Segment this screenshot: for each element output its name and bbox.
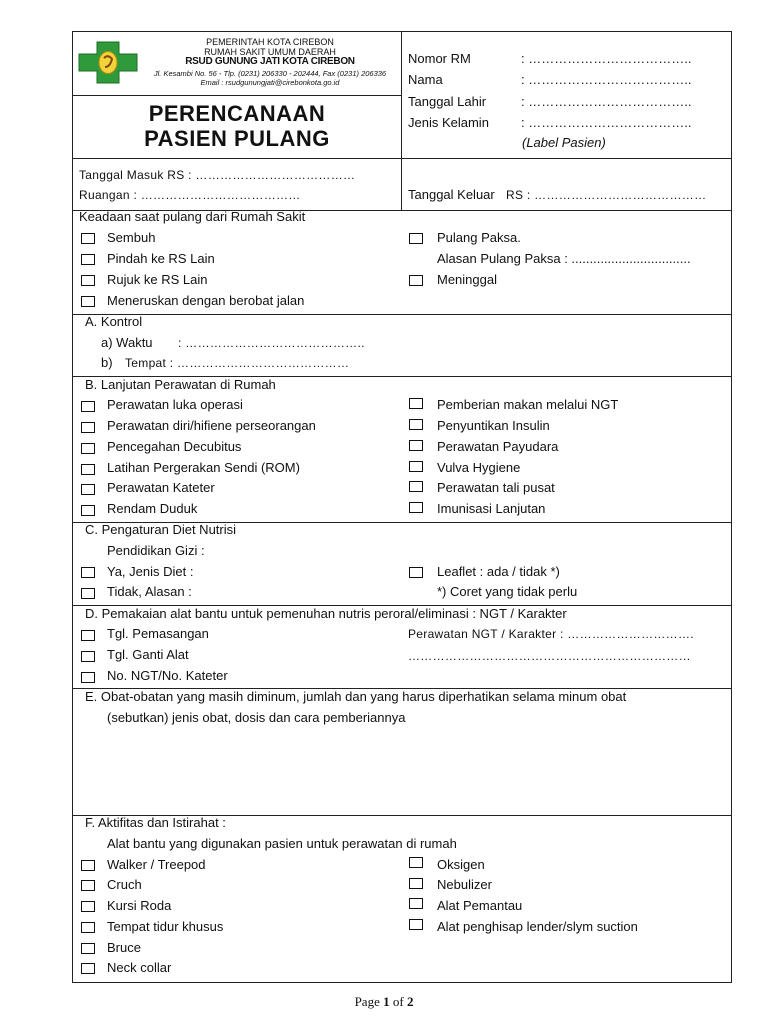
list-item: Perawatan Kateter bbox=[107, 480, 215, 495]
no-ngt-checkbox[interactable] bbox=[81, 672, 95, 683]
list-item: Walker / Treepod bbox=[107, 857, 206, 872]
list-item: Cruch bbox=[107, 877, 142, 892]
page-footer bbox=[0, 994, 768, 1010]
list-item: Bruce bbox=[107, 940, 141, 955]
pemasangan-label: Tgl. Pemasangan bbox=[107, 626, 209, 641]
leaflet-label: Leaflet : ada / tidak *) bbox=[437, 564, 560, 579]
lanjutan-checkbox[interactable] bbox=[409, 440, 423, 451]
tempat-label: b) bbox=[101, 355, 113, 370]
aktifitas-checkbox[interactable] bbox=[409, 919, 423, 930]
obat-notes-area[interactable] bbox=[80, 730, 725, 810]
pendidikan-gizi-label: Pendidikan Gizi : bbox=[107, 543, 205, 558]
list-item: Alat penghisap lender/slym suction bbox=[437, 919, 638, 934]
lanjutan-checkbox[interactable] bbox=[409, 398, 423, 409]
admission-divider bbox=[401, 158, 402, 210]
rujuk-checkbox[interactable] bbox=[81, 275, 95, 286]
rule bbox=[72, 314, 732, 315]
meninggal-label: Meninggal bbox=[437, 272, 497, 287]
list-item: Alat Pemantau bbox=[437, 898, 523, 913]
list-item: Pemberian makan melalui NGT bbox=[437, 397, 619, 412]
ya-diet-label: Ya, Jenis Diet : bbox=[107, 564, 194, 579]
hospital-name: RSUD GUNUNG JATI KOTA CIREBON bbox=[185, 56, 355, 67]
tanggal-keluar-label: Tanggal Keluar bbox=[408, 187, 495, 202]
lanjutan-checkbox[interactable] bbox=[81, 443, 95, 454]
list-item: Pencegahan Decubitus bbox=[107, 439, 242, 454]
perawatan-ngt-dots[interactable]: …………………………………………………………… bbox=[408, 649, 691, 663]
list-item: Oksigen bbox=[437, 857, 485, 872]
meneruskan-label: Meneruskan dengan berobat jalan bbox=[107, 293, 305, 308]
of-word: of bbox=[392, 994, 404, 1009]
lanjutan-checkbox[interactable] bbox=[409, 461, 423, 472]
rule bbox=[72, 158, 732, 159]
keadaan-heading: Keadaan saat pulang dari Rumah Sakit bbox=[79, 209, 306, 224]
nama-field[interactable]: : ……………………………….. bbox=[521, 72, 692, 87]
hospital-address: Jl. Kesambi No. 56 - Tlp. (0231) 206330 - 202444, Fax (0231) 206336 bbox=[153, 69, 387, 78]
lanjutan-checkbox[interactable] bbox=[81, 505, 95, 516]
tanggal-lahir-field[interactable]: : ……………………………….. bbox=[521, 94, 692, 109]
pulang-paksa-checkbox[interactable] bbox=[409, 233, 423, 244]
form-title-line2: PASIEN PULANG bbox=[144, 126, 330, 151]
pindah-checkbox[interactable] bbox=[81, 254, 95, 265]
tanggal-masuk-field[interactable]: Tanggal Masuk RS : ………………………………… bbox=[79, 168, 356, 182]
lanjutan-checkbox[interactable] bbox=[81, 422, 95, 433]
list-item: Kursi Roda bbox=[107, 898, 172, 913]
list-item: Perawatan diri/hifiene perseorangan bbox=[107, 418, 316, 433]
sembuh-checkbox[interactable] bbox=[81, 233, 95, 244]
meninggal-checkbox[interactable] bbox=[409, 275, 423, 286]
jenis-kelamin-field[interactable]: : ……………………………….. bbox=[521, 115, 692, 130]
page-word: Page bbox=[354, 994, 380, 1009]
meneruskan-checkbox[interactable] bbox=[81, 296, 95, 307]
pindah-label: Pindah ke RS Lain bbox=[107, 251, 215, 266]
form-title-line1: PERENCANAAN bbox=[148, 101, 326, 126]
list-item: Nebulizer bbox=[437, 877, 492, 892]
lanjutan-checkbox[interactable] bbox=[409, 481, 423, 492]
tanggal-lahir-label: Tanggal Lahir bbox=[408, 94, 487, 109]
list-item: Perawatan luka operasi bbox=[107, 397, 243, 412]
nomor-rm-field[interactable]: : ……………………………….. bbox=[521, 51, 692, 66]
tempat-field[interactable]: Tempat : …………………………………… bbox=[125, 356, 350, 370]
list-item: Perawatan tali pusat bbox=[437, 480, 555, 495]
waktu-label: a) Waktu bbox=[101, 335, 153, 350]
aktifitas-checkbox[interactable] bbox=[409, 878, 423, 889]
page-total: 2 bbox=[406, 994, 414, 1009]
page-number: 1 bbox=[383, 994, 390, 1009]
tidak-diet-checkbox[interactable] bbox=[81, 588, 95, 599]
lanjutan-checkbox[interactable] bbox=[81, 464, 95, 475]
obat-heading: E. Obat-obatan yang masih diminum, jumlah dan yang harus diperhatikan selama minum obat bbox=[85, 689, 627, 704]
list-item: Neck collar bbox=[107, 960, 172, 975]
aktifitas-checkbox[interactable] bbox=[81, 943, 95, 954]
jenis-kelamin-label: Jenis Kelamin bbox=[408, 115, 489, 130]
label-pasien-caption: (Label Pasien) bbox=[522, 135, 606, 150]
aktifitas-checkbox[interactable] bbox=[81, 963, 95, 974]
list-item: Perawatan Payudara bbox=[437, 439, 559, 454]
aktifitas-heading: F. Aktifitas dan Istirahat : bbox=[85, 815, 226, 830]
alat-bantu-heading: D. Pemakaian alat bantu untuk pemenuhan nutris peroral/eliminasi : NGT / Karakter bbox=[85, 606, 567, 621]
no-ngt-label: No. NGT/No. Kateter bbox=[107, 668, 228, 683]
rule bbox=[72, 95, 402, 96]
ganti-alat-checkbox[interactable] bbox=[81, 651, 95, 662]
nama-label: Nama bbox=[408, 72, 443, 87]
aktifitas-subheading: Alat bantu yang digunakan pasien untuk perawatan di rumah bbox=[107, 836, 457, 851]
aktifitas-checkbox[interactable] bbox=[81, 922, 95, 933]
list-item: Penyuntikan Insulin bbox=[437, 418, 550, 433]
ganti-alat-label: Tgl. Ganti Alat bbox=[107, 647, 189, 662]
lanjutan-checkbox[interactable] bbox=[409, 502, 423, 513]
perawatan-ngt-field[interactable]: Perawatan NGT / Karakter : …………………………. bbox=[408, 627, 694, 641]
lanjutan-checkbox[interactable] bbox=[409, 419, 423, 430]
pulang-paksa-label: Pulang Paksa. bbox=[437, 230, 521, 245]
tanggal-keluar-field[interactable]: RS : …………………………………… bbox=[506, 188, 707, 202]
coret-note: *) Coret yang tidak perlu bbox=[437, 584, 578, 599]
lanjutan-checkbox[interactable] bbox=[81, 484, 95, 495]
list-item: Imunisasi Lanjutan bbox=[437, 501, 546, 516]
alasan-pulang-field[interactable]: Alasan Pulang Paksa : ................................. bbox=[437, 251, 691, 266]
aktifitas-checkbox[interactable] bbox=[81, 860, 95, 871]
aktifitas-checkbox[interactable] bbox=[409, 898, 423, 909]
hospital-logo bbox=[77, 40, 139, 85]
list-item: Vulva Hygiene bbox=[437, 460, 521, 475]
sembuh-label: Sembuh bbox=[107, 230, 156, 245]
lanjutan-heading: B. Lanjutan Perawatan di Rumah bbox=[85, 377, 276, 392]
tidak-diet-label: Tidak, Alasan : bbox=[107, 584, 192, 599]
list-item: Latihan Pergerakan Sendi (ROM) bbox=[107, 460, 300, 475]
diet-heading: C. Pengaturan Diet Nutrisi bbox=[85, 522, 237, 537]
kontrol-heading: A. Kontrol bbox=[85, 314, 143, 329]
lanjutan-checkbox[interactable] bbox=[81, 401, 95, 412]
aktifitas-checkbox[interactable] bbox=[81, 901, 95, 912]
list-item: Tempat tidur khusus bbox=[107, 919, 224, 934]
hospital-type: RUMAH SAKIT UMUM DAERAH bbox=[204, 47, 336, 57]
waktu-field[interactable]: : …………………………………….. bbox=[178, 336, 365, 350]
aktifitas-checkbox[interactable] bbox=[81, 880, 95, 891]
hospital-email: Email : rsudgunungjati@cirebonkota.go.id bbox=[200, 78, 340, 87]
aktifitas-checkbox[interactable] bbox=[409, 857, 423, 868]
obat-subheading: (sebutkan) jenis obat, dosis dan cara pemberiannya bbox=[107, 710, 406, 725]
ruangan-field[interactable]: Ruangan : ………………………………… bbox=[79, 188, 301, 202]
gov-name: PEMERINTAH KOTA CIREBON bbox=[206, 37, 334, 47]
leaflet-checkbox[interactable] bbox=[409, 567, 423, 578]
pemasangan-checkbox[interactable] bbox=[81, 630, 95, 641]
ya-diet-checkbox[interactable] bbox=[81, 567, 95, 578]
nomor-rm-label: Nomor RM bbox=[408, 51, 471, 66]
rujuk-label: Rujuk ke RS Lain bbox=[107, 272, 208, 287]
list-item: Rendam Duduk bbox=[107, 501, 198, 516]
